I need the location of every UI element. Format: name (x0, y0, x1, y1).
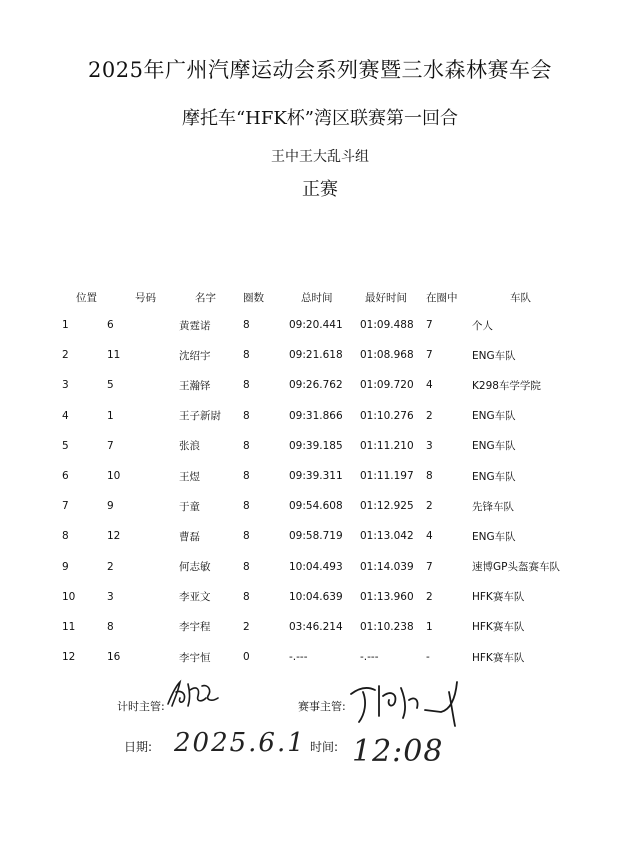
team-cell: ENG车队 (472, 410, 516, 423)
laps-cell: 8 (243, 500, 250, 513)
laps-cell: 8 (243, 530, 250, 543)
race-official-signature (345, 672, 475, 732)
laps-cell: 8 (243, 349, 250, 362)
total-time-cell: 09:31.866 (289, 409, 343, 422)
best-time-cell: 01:09.720 (360, 379, 414, 392)
race-official-label: 赛事主管: (298, 700, 346, 713)
number-cell: 16 (107, 651, 121, 664)
position-cell: 4 (62, 409, 69, 422)
session-name: 正赛 (302, 179, 338, 200)
team-cell: HFK赛车队 (472, 621, 525, 634)
name-cell: 王煜 (179, 470, 200, 483)
table-row (54, 310, 582, 340)
laps-cell: 8 (243, 560, 250, 573)
name-cell: 李亚文 (179, 591, 211, 604)
number-cell: 2 (107, 560, 114, 573)
name-cell: 王子新尉 (179, 410, 221, 423)
in-lap-cell: 2 (426, 500, 433, 513)
number-cell: 3 (107, 590, 114, 603)
position-cell: 1 (62, 319, 69, 332)
team-cell: HFK赛车队 (472, 591, 525, 604)
position-cell: 7 (62, 500, 69, 513)
position-cell: 11 (62, 620, 76, 633)
best-time-cell: 01:13.960 (360, 590, 414, 603)
results-table (54, 284, 582, 672)
time-handwritten: 12:08 (352, 734, 444, 769)
total-time-cell: -.--- (289, 651, 308, 664)
position-cell: 9 (62, 560, 69, 573)
total-time-cell: 09:21.618 (289, 349, 343, 362)
total-time-cell: 09:26.762 (289, 379, 343, 392)
name-cell: 曹磊 (179, 530, 200, 543)
column-header: 位置 (76, 291, 97, 304)
in-lap-cell: 3 (426, 439, 433, 452)
column-header: 圈数 (243, 291, 264, 304)
team-cell: K298车学学院 (472, 379, 541, 392)
position-cell: 3 (62, 379, 69, 392)
number-cell: 8 (107, 620, 114, 633)
number-cell: 6 (107, 319, 114, 332)
in-lap-cell: 7 (426, 349, 433, 362)
number-cell: 10 (107, 470, 121, 483)
name-cell: 于童 (179, 500, 200, 513)
total-time-cell: 09:39.185 (289, 439, 343, 452)
column-header: 在圈中 (426, 291, 458, 304)
in-lap-cell: 4 (426, 530, 433, 543)
laps-cell: 8 (243, 319, 250, 332)
in-lap-cell: 7 (426, 560, 433, 573)
column-header: 名字 (195, 291, 216, 304)
best-time-cell: 01:09.488 (360, 319, 414, 332)
in-lap-cell: 2 (426, 409, 433, 422)
timing-chief-signature (162, 672, 222, 712)
number-cell: 9 (107, 500, 114, 513)
best-time-cell: 01:11.197 (360, 470, 414, 483)
name-cell: 王瀚铎 (179, 379, 211, 392)
team-cell: ENG车队 (472, 349, 516, 362)
best-time-cell: 01:14.039 (360, 560, 414, 573)
table-row (54, 461, 582, 491)
name-cell: 张浪 (179, 440, 200, 453)
team-cell: 速博GP头盔赛车队 (472, 561, 560, 574)
date-label: 日期: (124, 740, 153, 754)
in-lap-cell: 8 (426, 470, 433, 483)
position-cell: 6 (62, 470, 69, 483)
number-cell: 5 (107, 379, 114, 392)
name-cell: 沈绍宇 (179, 349, 211, 362)
best-time-cell: 01:12.925 (360, 500, 414, 513)
best-time-cell: 01:11.210 (360, 439, 414, 452)
table-row (54, 642, 582, 672)
in-lap-cell: 4 (426, 379, 433, 392)
number-cell: 11 (107, 349, 121, 362)
laps-cell: 8 (243, 590, 250, 603)
event-subtitle: 摩托车“HFK杯”湾区联赛第一回合 (181, 108, 459, 129)
laps-cell: 0 (243, 651, 250, 664)
table-row (54, 552, 582, 582)
name-cell: 何志敏 (179, 561, 211, 574)
team-cell: ENG车队 (472, 470, 516, 483)
position-cell: 12 (62, 651, 76, 664)
laps-cell: 8 (243, 439, 250, 452)
column-header: 最好时间 (365, 291, 407, 304)
total-time-cell: 09:39.311 (289, 470, 343, 483)
total-time-cell: 09:58.719 (289, 530, 343, 543)
date-handwritten: 2025.6.1 (174, 728, 306, 758)
total-time-cell: 10:04.639 (289, 590, 343, 603)
position-cell: 2 (62, 349, 69, 362)
event-title: 2025年广州汽摩运动会系列赛暨三水森林赛车会 (88, 58, 552, 82)
column-header: 号码 (135, 291, 156, 304)
name-cell: 黄霆诺 (179, 319, 211, 332)
column-header: 总时间 (301, 291, 333, 304)
table-row (54, 521, 582, 551)
total-time-cell: 10:04.493 (289, 560, 343, 573)
laps-cell: 2 (243, 620, 250, 633)
best-time-cell: 01:10.238 (360, 620, 414, 633)
best-time-cell: -.--- (360, 651, 379, 664)
table-row (54, 340, 582, 370)
time-label: 时间: (310, 740, 339, 754)
position-cell: 8 (62, 530, 69, 543)
table-row (54, 401, 582, 431)
number-cell: 7 (107, 439, 114, 452)
team-cell: HFK赛车队 (472, 651, 525, 664)
table-row (54, 431, 582, 461)
total-time-cell: 09:20.441 (289, 319, 343, 332)
timing-chief-label: 计时主管: (117, 700, 165, 713)
in-lap-cell: 7 (426, 319, 433, 332)
laps-cell: 8 (243, 409, 250, 422)
best-time-cell: 01:10.276 (360, 409, 414, 422)
position-cell: 5 (62, 439, 69, 452)
laps-cell: 8 (243, 379, 250, 392)
team-cell: 先锋车队 (472, 500, 514, 513)
in-lap-cell: 2 (426, 590, 433, 603)
name-cell: 李宇恒 (179, 651, 211, 664)
in-lap-cell: 1 (426, 620, 433, 633)
laps-cell: 8 (243, 470, 250, 483)
best-time-cell: 01:08.968 (360, 349, 414, 362)
group-name: 王中王大乱斗组 (271, 149, 369, 165)
column-header: 车队 (510, 291, 531, 304)
team-cell: ENG车队 (472, 530, 516, 543)
total-time-cell: 03:46.214 (289, 620, 343, 633)
number-cell: 12 (107, 530, 121, 543)
results-body (54, 310, 582, 672)
table-row (54, 582, 582, 612)
position-cell: 10 (62, 590, 76, 603)
in-lap-cell: - (426, 651, 430, 664)
name-cell: 李宇程 (179, 621, 211, 634)
number-cell: 1 (107, 409, 114, 422)
team-cell: 个人 (472, 319, 493, 332)
table-header-row (54, 284, 582, 310)
best-time-cell: 01:13.042 (360, 530, 414, 543)
table-row (54, 491, 582, 521)
table-row (54, 612, 582, 642)
table-row (54, 370, 582, 400)
team-cell: ENG车队 (472, 440, 516, 453)
total-time-cell: 09:54.608 (289, 500, 343, 513)
